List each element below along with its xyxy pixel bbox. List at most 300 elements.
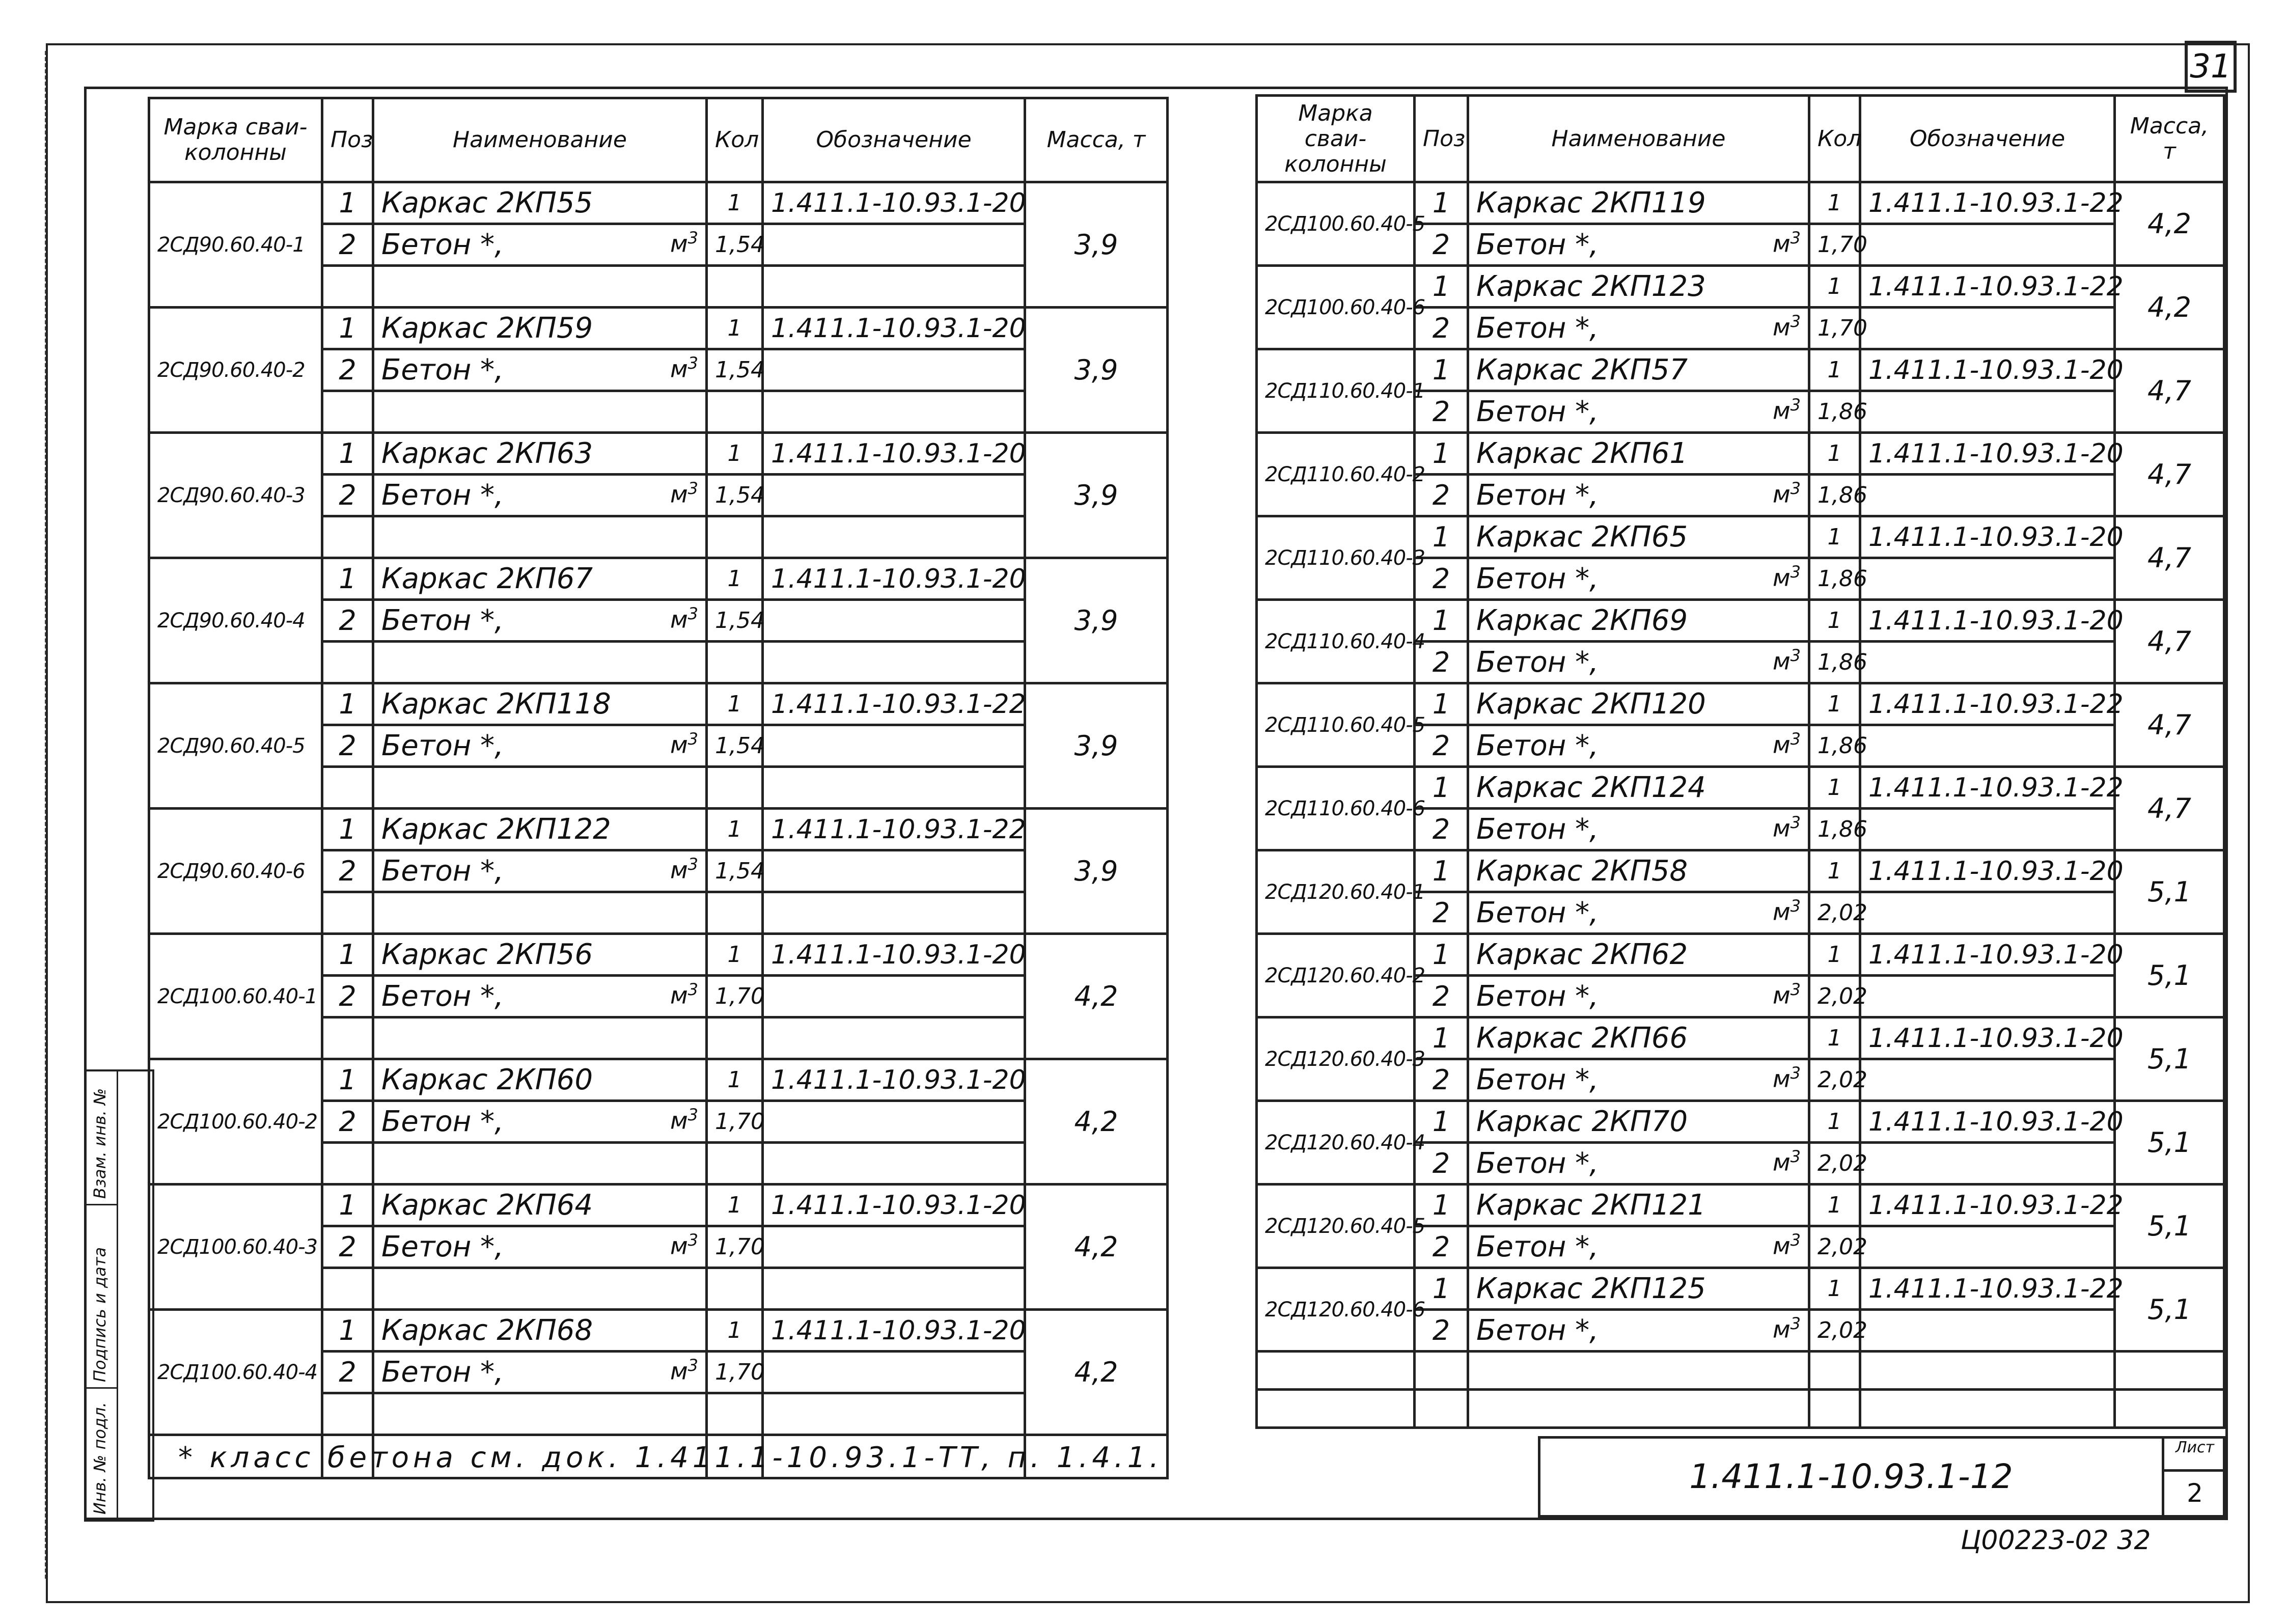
- concrete-label: Бетон *,: [381, 479, 504, 512]
- concrete-label: Бетон *,: [381, 1356, 504, 1389]
- concrete-label: Бетон *,: [1476, 1063, 1599, 1096]
- position-number: 1: [1415, 433, 1468, 475]
- empty-cell: [322, 642, 373, 683]
- frame-name: Каркас 2КП63: [373, 433, 707, 475]
- unit-base: м: [670, 480, 688, 508]
- unit-exponent: 3: [1790, 896, 1801, 916]
- frame-name: Каркас 2КП55: [373, 182, 707, 224]
- frame-designation: 1.411.1-10.93.1-20: [763, 433, 1025, 475]
- concrete-name: [373, 1101, 707, 1143]
- pile-mark: 2СД110.60.40-5: [1257, 683, 1415, 767]
- table-row: [149, 558, 1168, 600]
- frame-name: Каркас 2КП57: [1468, 349, 1809, 391]
- unit-exponent: 3: [687, 353, 698, 373]
- empty-cell: [373, 642, 707, 683]
- unit-label: [670, 479, 698, 508]
- position-number: 2: [1415, 308, 1468, 349]
- empty-cell: [1860, 892, 2115, 934]
- frame-name: Каркас 2КП56: [373, 934, 707, 976]
- concrete-name: [1468, 1059, 1809, 1101]
- unit-label: [670, 729, 698, 758]
- concrete-quantity: 1,86: [1809, 558, 1860, 600]
- unit-exponent: 3: [687, 1105, 698, 1124]
- frame-quantity: 1: [1809, 516, 1860, 558]
- concrete-quantity: 1,54: [707, 725, 763, 767]
- unit-base: м: [670, 981, 688, 1009]
- empty-cell: [373, 1268, 707, 1310]
- unit-base: м: [1772, 313, 1791, 341]
- empty-cell: [1415, 1390, 1468, 1428]
- pile-mass: 4,7: [2115, 767, 2224, 850]
- unit-exponent: 3: [687, 729, 698, 749]
- frame-designation: 1.411.1-10.93.1-22: [1860, 1268, 2115, 1310]
- concrete-label: Бетон *,: [1476, 980, 1599, 1013]
- side-label-replace: Взам. инв. №: [90, 1088, 109, 1199]
- empty-cell: [763, 224, 1025, 266]
- frame-quantity: 1: [1809, 182, 1860, 224]
- table-row: [1257, 1185, 2224, 1226]
- concrete-name: [373, 1226, 707, 1268]
- frame-name: Каркас 2КП67: [373, 558, 707, 600]
- pile-mass: 4,2: [1025, 934, 1168, 1059]
- empty-cell: [322, 892, 373, 934]
- concrete-label: Бетон *,: [1476, 646, 1599, 679]
- pile-mark: 2СД110.60.40-2: [1257, 433, 1415, 516]
- concrete-quantity: 1,54: [707, 224, 763, 266]
- frame-name: Каркас 2КП65: [1468, 516, 1809, 558]
- unit-label: [670, 855, 698, 884]
- frame-quantity: 1: [1809, 266, 1860, 308]
- position-number: 1: [1415, 266, 1468, 308]
- position-number: 1: [1415, 1017, 1468, 1059]
- concrete-quantity: 2,02: [1809, 1143, 1860, 1185]
- unit-base: м: [1772, 1065, 1791, 1093]
- pile-mark: 2СД110.60.40-4: [1257, 600, 1415, 683]
- frame-quantity: 1: [707, 683, 763, 725]
- pile-mass: 3,9: [1025, 558, 1168, 683]
- empty-cell: [322, 1017, 373, 1059]
- pile-mark: 2СД100.60.40-1: [149, 934, 322, 1059]
- concrete-label: Бетон *,: [381, 980, 504, 1013]
- frame-name: Каркас 2КП64: [373, 1185, 707, 1226]
- unit-exponent: 3: [1790, 312, 1801, 331]
- empty-cell: [1860, 725, 2115, 767]
- concrete-label: Бетон *,: [381, 353, 504, 387]
- unit-base: м: [670, 1107, 688, 1135]
- unit-base: м: [670, 1357, 688, 1385]
- pile-mark: 2СД90.60.40-5: [149, 683, 322, 809]
- side-divider: [86, 1387, 117, 1389]
- empty-cell: [763, 475, 1025, 516]
- unit-base: м: [1772, 480, 1791, 508]
- empty-cell: [707, 767, 763, 809]
- frame-name: Каркас 2КП69: [1468, 600, 1809, 642]
- concrete-quantity: 1,54: [707, 349, 763, 391]
- concrete-quantity: 2,02: [1809, 1059, 1860, 1101]
- table-row: [1257, 850, 2224, 892]
- empty-cell: [1257, 1390, 1415, 1428]
- header-mark: Марка сваи-колонны: [149, 98, 322, 182]
- table-row: [149, 308, 1168, 349]
- position-number: 1: [1415, 1185, 1468, 1226]
- position-number: 2: [1415, 809, 1468, 850]
- header-designation: Обозначение: [763, 98, 1025, 182]
- header-name: Наименование: [373, 98, 707, 182]
- position-number: 1: [322, 1059, 373, 1101]
- frame-quantity: 1: [1809, 1268, 1860, 1310]
- frame-quantity: 1: [1809, 850, 1860, 892]
- table-row: [1257, 1268, 2224, 1310]
- empty-cell: [1860, 642, 2115, 683]
- table-row: [1257, 1017, 2224, 1059]
- table-row: [149, 683, 1168, 725]
- pile-mass: 4,7: [2115, 516, 2224, 600]
- empty-cell: [707, 1017, 763, 1059]
- empty-cell: [373, 892, 707, 934]
- concrete-quantity: 2,02: [1809, 1310, 1860, 1352]
- pile-mass: 5,1: [2115, 1185, 2224, 1268]
- frame-quantity: 1: [707, 934, 763, 976]
- pile-mass: 3,9: [1025, 809, 1168, 934]
- frame-quantity: 1: [707, 182, 763, 224]
- pile-mass: 4,7: [2115, 349, 2224, 433]
- pile-mark: 2СД90.60.40-1: [149, 182, 322, 308]
- empty-cell: [373, 266, 707, 308]
- empty-cell: [322, 767, 373, 809]
- unit-exponent: 3: [1790, 228, 1801, 247]
- pile-mark: 2СД90.60.40-4: [149, 558, 322, 683]
- empty-cell: [763, 1101, 1025, 1143]
- position-number: 1: [1415, 850, 1468, 892]
- empty-cell: [1860, 308, 2115, 349]
- empty-cell: [1860, 475, 2115, 516]
- pile-mass: 4,2: [1025, 1059, 1168, 1185]
- unit-exponent: 3: [1790, 1063, 1801, 1083]
- frame-designation: 1.411.1-10.93.1-20: [1860, 516, 2115, 558]
- empty-cell: [1468, 1352, 1809, 1390]
- empty-cell: [373, 1393, 707, 1435]
- concrete-quantity: 1,86: [1809, 809, 1860, 850]
- unit-label: [1773, 729, 1801, 758]
- empty-cell: [1860, 391, 2115, 433]
- frame-quantity: 1: [1809, 349, 1860, 391]
- frame-designation: 1.411.1-10.93.1-20: [763, 1185, 1025, 1226]
- pile-mark: 2СД100.60.40-5: [1257, 182, 1415, 266]
- header-mass: Масса, т: [2115, 96, 2224, 182]
- header-pos: Поз: [322, 98, 373, 182]
- position-number: 2: [1415, 558, 1468, 600]
- empty-cell: [2115, 1352, 2224, 1390]
- empty-cell: [1860, 1352, 2115, 1390]
- side-label-inv: Инв. № подл.: [90, 1402, 109, 1515]
- pile-mark: 2СД100.60.40-2: [149, 1059, 322, 1185]
- unit-base: м: [1772, 1315, 1791, 1343]
- frame-name: Каркас 2КП120: [1468, 683, 1809, 725]
- unit-exponent: 3: [687, 479, 698, 498]
- frame-quantity: 1: [707, 433, 763, 475]
- pile-mark: 2СД90.60.40-6: [149, 809, 322, 934]
- position-number: 1: [1415, 683, 1468, 725]
- frame-quantity: 1: [707, 1059, 763, 1101]
- empty-cell: [373, 767, 707, 809]
- concrete-label: Бетон *,: [1476, 562, 1599, 595]
- pile-mass: 4,2: [1025, 1185, 1168, 1310]
- concrete-quantity: 1,54: [707, 850, 763, 892]
- unit-label: [670, 1230, 698, 1259]
- position-number: 1: [322, 809, 373, 850]
- frame-quantity: 1: [1809, 1185, 1860, 1226]
- footnote: * класс бетона см. док. 1.411.1-10.93.1-ТТ, п. 1.4.1.: [178, 1441, 1163, 1474]
- empty-cell: [707, 892, 763, 934]
- empty-cell: [763, 349, 1025, 391]
- empty-cell: [1860, 1390, 2115, 1428]
- empty-cell: [1809, 1390, 1860, 1428]
- frame-quantity: 1: [707, 1185, 763, 1226]
- header-mark: Марка сваи-колонны: [1257, 96, 1415, 182]
- table-row: [1257, 683, 2224, 725]
- concrete-name: [1468, 391, 1809, 433]
- table-row: [1257, 600, 2224, 642]
- concrete-quantity: 2,02: [1809, 1226, 1860, 1268]
- table-row: [149, 433, 1168, 475]
- table-row: [1257, 349, 2224, 391]
- empty-cell: [707, 391, 763, 433]
- unit-exponent: 3: [1790, 479, 1801, 498]
- empty-cell: [373, 391, 707, 433]
- unit-exponent: 3: [1790, 562, 1801, 582]
- table-row: [1257, 1101, 2224, 1143]
- frame-name: Каркас 2КП68: [373, 1310, 707, 1352]
- empty-cell: [763, 600, 1025, 642]
- position-number: 1: [322, 308, 373, 349]
- frame-name: Каркас 2КП58: [1468, 850, 1809, 892]
- unit-base: м: [1772, 1232, 1791, 1260]
- empty-cell: [1468, 1390, 1809, 1428]
- concrete-label: Бетон *,: [1476, 1230, 1599, 1263]
- header-qty: Кол: [707, 98, 763, 182]
- empty-cell: [707, 1143, 763, 1185]
- position-number: 2: [1415, 391, 1468, 433]
- position-number: 1: [322, 1310, 373, 1352]
- pile-mark: 2СД120.60.40-2: [1257, 934, 1415, 1017]
- pile-mark: 2СД100.60.40-3: [149, 1185, 322, 1310]
- unit-label: [1773, 646, 1801, 675]
- concrete-name: [1468, 475, 1809, 516]
- frame-name: Каркас 2КП60: [373, 1059, 707, 1101]
- unit-exponent: 3: [1790, 980, 1801, 999]
- concrete-name: [373, 850, 707, 892]
- unit-label: [1773, 1314, 1801, 1343]
- position-number: 2: [1415, 1059, 1468, 1101]
- empty-cell: [322, 266, 373, 308]
- unit-exponent: 3: [687, 980, 698, 999]
- unit-label: [1773, 395, 1801, 424]
- frame-designation: 1.411.1-10.93.1-20: [763, 1059, 1025, 1101]
- unit-label: [1773, 896, 1801, 925]
- empty-cell: [373, 516, 707, 558]
- concrete-label: Бетон *,: [381, 729, 504, 762]
- position-number: 1: [1415, 349, 1468, 391]
- sheet-label: Лист: [2162, 1439, 2225, 1472]
- concrete-name: [1468, 892, 1809, 934]
- position-number: 2: [1415, 642, 1468, 683]
- frame-quantity: 1: [1809, 1017, 1860, 1059]
- unit-exponent: 3: [687, 855, 698, 874]
- empty-cell: [2115, 1390, 2224, 1428]
- position-number: 1: [1415, 934, 1468, 976]
- empty-cell: [763, 391, 1025, 433]
- unit-base: м: [1772, 731, 1791, 759]
- empty-cell: [763, 642, 1025, 683]
- empty-cell: [322, 516, 373, 558]
- concrete-name: [1468, 809, 1809, 850]
- frame-name: Каркас 2КП66: [1468, 1017, 1809, 1059]
- unit-base: м: [670, 1232, 688, 1260]
- position-number: 2: [1415, 725, 1468, 767]
- position-number: 1: [322, 558, 373, 600]
- unit-base: м: [670, 355, 688, 383]
- concrete-label: Бетон *,: [1476, 813, 1599, 846]
- table-row: [149, 1185, 1168, 1226]
- frame-designation: 1.411.1-10.93.1-20: [763, 308, 1025, 349]
- position-number: 1: [1415, 1101, 1468, 1143]
- concrete-name: [373, 475, 707, 516]
- position-number: 2: [1415, 892, 1468, 934]
- frame-name: Каркас 2КП123: [1468, 266, 1809, 308]
- frame-name: Каркас 2КП61: [1468, 433, 1809, 475]
- concrete-label: Бетон *,: [1476, 228, 1599, 261]
- empty-cell: [322, 1143, 373, 1185]
- frame-quantity: 1: [707, 1310, 763, 1352]
- frame-designation: 1.411.1-10.93.1-22: [1860, 1185, 2115, 1226]
- concrete-name: [1468, 976, 1809, 1017]
- unit-exponent: 3: [687, 1356, 698, 1375]
- unit-base: м: [1772, 898, 1791, 926]
- table-row: [1257, 182, 2224, 224]
- table-row: [1257, 767, 2224, 809]
- frame-designation: 1.411.1-10.93.1-22: [1860, 767, 2115, 809]
- frame-designation: 1.411.1-10.93.1-22: [763, 809, 1025, 850]
- pile-mass: 5,1: [2115, 1017, 2224, 1101]
- unit-base: м: [1772, 1148, 1791, 1176]
- table-row: [1257, 266, 2224, 308]
- unit-base: м: [1772, 230, 1791, 258]
- empty-cell: [373, 1017, 707, 1059]
- concrete-quantity: 1,86: [1809, 725, 1860, 767]
- position-number: 2: [1415, 1143, 1468, 1185]
- left-spec-table: [148, 97, 1169, 1479]
- concrete-label: Бетон *,: [381, 855, 504, 888]
- pile-mark: 2СД120.60.40-6: [1257, 1268, 1415, 1352]
- position-number: 2: [322, 475, 373, 516]
- concrete-name: [1468, 308, 1809, 349]
- frame-designation: 1.411.1-10.93.1-20: [1860, 934, 2115, 976]
- table-row: [149, 1310, 1168, 1352]
- empty-cell: [1860, 1143, 2115, 1185]
- frame-quantity: 1: [1809, 433, 1860, 475]
- position-number: 2: [1415, 475, 1468, 516]
- sheet-page: 2: [2162, 1472, 2225, 1515]
- concrete-name: [1468, 558, 1809, 600]
- header-name: Наименование: [1468, 96, 1809, 182]
- unit-base: м: [1772, 564, 1791, 592]
- position-number: 2: [1415, 976, 1468, 1017]
- pile-mass: 5,1: [2115, 934, 2224, 1017]
- concrete-label: Бетон *,: [1476, 896, 1599, 929]
- empty-cell: [763, 1143, 1025, 1185]
- concrete-label: Бетон *,: [1476, 312, 1599, 345]
- pile-mark: 2СД120.60.40-3: [1257, 1017, 1415, 1101]
- frame-designation: 1.411.1-10.93.1-22: [1860, 683, 2115, 725]
- frame-designation: 1.411.1-10.93.1-20: [1860, 850, 2115, 892]
- table-row: [1257, 516, 2224, 558]
- position-number: 2: [322, 850, 373, 892]
- unit-base: м: [670, 605, 688, 634]
- sheet-number: 31: [2185, 41, 2237, 93]
- unit-base: м: [670, 230, 688, 258]
- concrete-name: [373, 976, 707, 1017]
- unit-base: м: [1772, 397, 1791, 425]
- frame-quantity: 1: [1809, 600, 1860, 642]
- empty-cell: [1860, 1059, 2115, 1101]
- frame-designation: 1.411.1-10.93.1-20: [763, 182, 1025, 224]
- frame-designation: 1.411.1-10.93.1-20: [1860, 349, 2115, 391]
- concrete-quantity: 1,54: [707, 475, 763, 516]
- frame-designation: 1.411.1-10.93.1-20: [1860, 600, 2115, 642]
- pile-mass: 5,1: [2115, 850, 2224, 934]
- header-pos: Поз: [1415, 96, 1468, 182]
- unit-label: [670, 1105, 698, 1134]
- frame-designation: 1.411.1-10.93.1-22: [763, 683, 1025, 725]
- frame-name: Каркас 2КП125: [1468, 1268, 1809, 1310]
- unit-exponent: 3: [1790, 395, 1801, 415]
- unit-label: [670, 1356, 698, 1385]
- concrete-name: [1468, 725, 1809, 767]
- pile-mark: 2СД120.60.40-1: [1257, 850, 1415, 934]
- position-number: 2: [1415, 224, 1468, 266]
- concrete-quantity: 1,70: [1809, 224, 1860, 266]
- concrete-name: [1468, 1310, 1809, 1352]
- position-number: 2: [322, 600, 373, 642]
- pile-mark: 2СД90.60.40-3: [149, 433, 322, 558]
- unit-exponent: 3: [1790, 1147, 1801, 1166]
- frame-designation: 1.411.1-10.93.1-20: [763, 558, 1025, 600]
- unit-base: м: [1772, 814, 1791, 842]
- frame-quantity: 1: [707, 558, 763, 600]
- concrete-name: [373, 349, 707, 391]
- empty-cell: [763, 725, 1025, 767]
- concrete-label: Бетон *,: [1476, 1314, 1599, 1347]
- frame-designation: 1.411.1-10.93.1-20: [1860, 433, 2115, 475]
- unit-base: м: [670, 731, 688, 759]
- empty-cell: [763, 1226, 1025, 1268]
- position-number: 2: [322, 349, 373, 391]
- empty-cell: [322, 1268, 373, 1310]
- empty-cell: [707, 1393, 763, 1435]
- pile-mark: 2СД110.60.40-3: [1257, 516, 1415, 600]
- right-spec-table: [1255, 94, 2225, 1429]
- concrete-name: [1468, 1143, 1809, 1185]
- concrete-label: Бетон *,: [381, 1230, 504, 1263]
- concrete-quantity: 1,86: [1809, 642, 1860, 683]
- frame-designation: 1.411.1-10.93.1-20: [763, 934, 1025, 976]
- pile-mass: 5,1: [2115, 1268, 2224, 1352]
- concrete-quantity: 1,54: [707, 600, 763, 642]
- empty-cell: [763, 892, 1025, 934]
- empty-cell: [1860, 224, 2115, 266]
- title-stamp: [1538, 1436, 2225, 1518]
- unit-label: [670, 604, 698, 633]
